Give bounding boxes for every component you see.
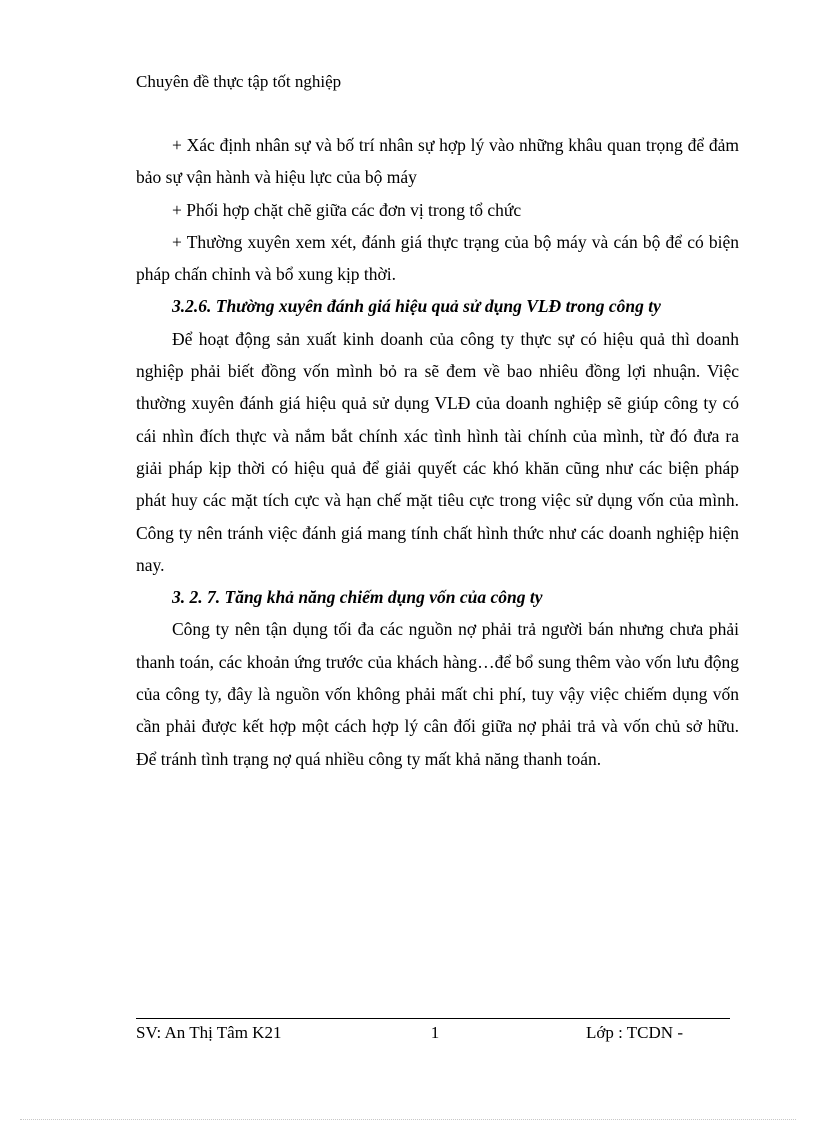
paragraph-staffing: + Xác định nhân sự và bố trí nhân sự hợp lý vào những khâu quan trọng để đảm bảo sự vận hành và hiệu lực của bộ máy bbox=[136, 135, 739, 188]
page-bottom-dotted-border bbox=[20, 1119, 796, 1120]
paragraph-capital: Công ty nên tận dụng tối đa các nguồn nợ phải trả người bán nhưng chưa phải thanh toán, các khoản ứng trước của khách hàng…để bổ sung thêm vào vốn lưu động của công ty, đây là nguồn vốn không phải mất chi phí, tuy vậy việc chiếm dụng vốn cần phải được kết hợp một cách hợp lý cân đối giữa nợ phải trả và vốn chủ sở hữu. Để tránh tình trạng nợ quá nhiều công ty mất khả năng thanh toán. bbox=[136, 619, 739, 769]
footer-page-number: 1 bbox=[430, 1023, 440, 1042]
paragraph-evaluation: Để hoạt động sản xuất kinh doanh của công ty thực sự có hiệu quả thì doanh nghiệp phải biết đồng vốn mình bỏ ra sẽ đem về bao nhiêu đồng lợi nhuận. Việc thường xuyên đánh giá hiệu quả sử dụng VLĐ của doanh nghiệp sẽ giúp công ty có cái nhìn đích thực và nắm bắt chính xác tình hình tài chính của mình, từ đó đưa ra giải pháp kịp thời có hiệu quả để giải quyết các khó khăn cũng như các biện pháp phát huy các mặt tích cực và hạn chế mặt tiêu cực trong việc sử dụng vốn của mình. Công ty nên tránh việc đánh giá mang tính chất hình thức như các doanh nghiệp hiện nay. bbox=[136, 328, 739, 575]
footer-divider bbox=[136, 1018, 730, 1019]
paragraph-coordination: + Phối hợp chặt chẽ giữa các đơn vị trong tổ chức bbox=[172, 199, 522, 220]
footer-student: SV: An Thị Tâm K21 bbox=[136, 1023, 282, 1042]
document-body bbox=[136, 129, 739, 775]
paragraph-review: + Thường xuyên xem xét, đánh giá thực trạng của bộ máy và cán bộ để có biện pháp chấn chỉnh và bổ xung kịp thời. bbox=[136, 231, 739, 285]
footer-class: Lớp : TCDN - bbox=[586, 1023, 683, 1042]
section-heading-3-2-6: 3.2.6. Thường xuyên đánh giá hiệu quả sử dụng VLĐ trong công ty bbox=[172, 296, 661, 317]
page-header: Chuyên đề thực tập tốt nghiệp bbox=[136, 72, 342, 91]
section-heading-3-2-7: 3. 2. 7. Tăng khả năng chiếm dụng vốn của công ty bbox=[172, 587, 543, 608]
